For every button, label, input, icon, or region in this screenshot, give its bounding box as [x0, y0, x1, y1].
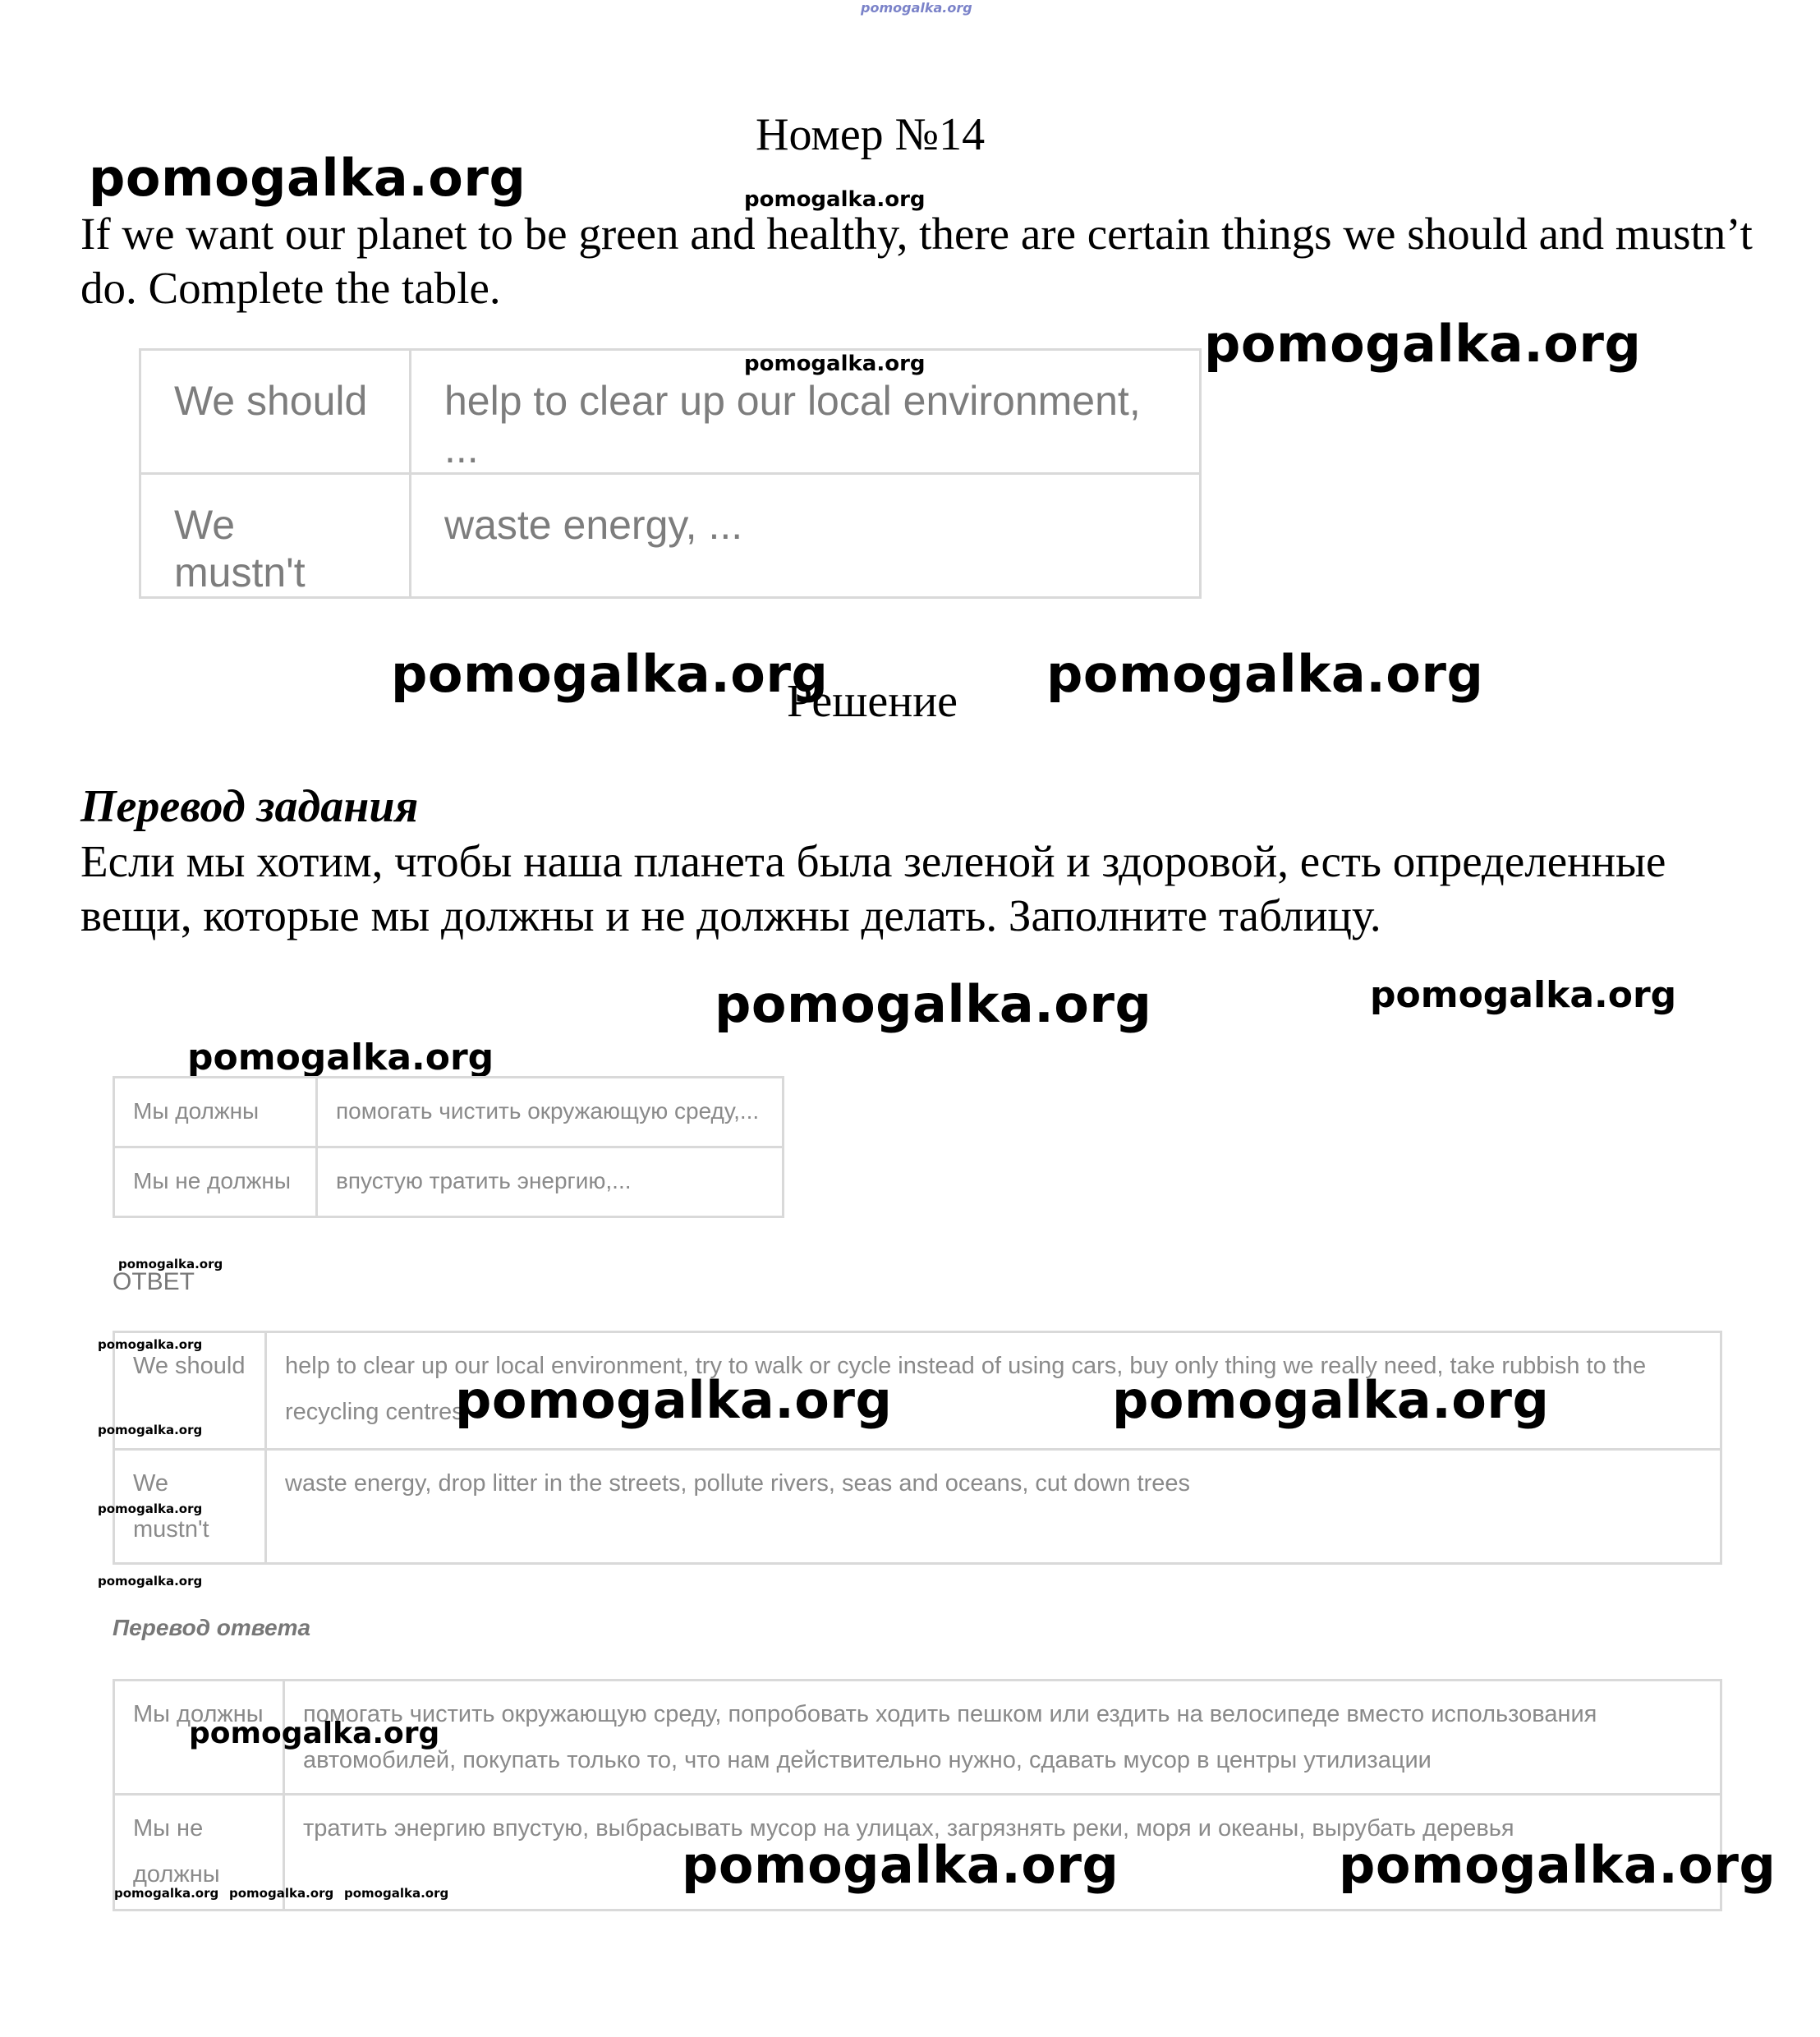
answer-translation-heading: Перевод ответа: [113, 1615, 311, 1640]
watermark: pomogalka.org: [391, 644, 829, 704]
watermark: pomogalka.org: [744, 352, 926, 376]
watermark: pomogalka.org: [98, 1337, 203, 1352]
watermark: pomogalka.org: [229, 1886, 334, 1901]
table-cell-label: We mustn't: [114, 1450, 266, 1564]
watermark: pomogalka.org: [98, 1423, 203, 1437]
watermark: pomogalka.org: [118, 1257, 223, 1271]
watermark: pomogalka.org: [715, 974, 1152, 1034]
table-cell-label: Мы должны: [114, 1078, 317, 1147]
table-cell-value: помогать чистить окружающую среду, попробовать ходить пешком или ездить на велосипеде вместо использования автомобилей, покупать только то, что нам действительно нужно, сдавать мусор в центры утилизации: [284, 1681, 1721, 1795]
table-cell-value: help to clear up our local environment, try to walk or cycle instead of using cars, buy only thing we really need, take rubbish to the recycling centres: [266, 1332, 1721, 1450]
task-text: If we want our planet to be green and healthy, there are certain things we should and mustn’t do. Complete the table.: [80, 209, 1753, 313]
table-cell-label: Мы не должны: [114, 1795, 284, 1911]
watermark: pomogalka.org: [682, 1835, 1119, 1895]
watermark: pomogalka.org: [1112, 1370, 1550, 1430]
watermark: pomogalka.org: [1046, 644, 1484, 704]
table-cell-value: тратить энергию впустую, выбрасывать мусор на улицах, загрязнять реки, моря и океаны, вырубать деревья: [284, 1795, 1721, 1911]
table-row: [114, 1078, 784, 1147]
task-table: [139, 348, 1202, 599]
page-title: Номер №14: [756, 109, 986, 160]
table-row: [114, 1147, 784, 1217]
watermark: pomogalka.org: [344, 1886, 449, 1901]
table-cell-label: We mustn't: [140, 474, 411, 598]
watermark: pomogalka.org: [114, 1886, 219, 1901]
translation-text: Если мы хотим, чтобы наша планета была зеленой и здоровой, есть определенные вещи, которые мы должны и не должны делать. Заполните таблицу.: [80, 836, 1666, 940]
table-cell-value: help to clear up our local environment, ...: [411, 350, 1201, 474]
watermark: pomogalka.org: [744, 187, 926, 212]
answer-heading: ОТВЕТ: [113, 1268, 195, 1295]
watermark: pomogalka.org: [455, 1370, 893, 1430]
table-row: [114, 1450, 1721, 1564]
table-cell-value: впустую тратить энергию,...: [317, 1147, 784, 1217]
table-cell-label: Мы не должны: [114, 1147, 317, 1217]
translation-heading: Перевод задания: [80, 781, 419, 832]
watermark: pomogalka.org: [187, 1037, 494, 1078]
watermark: pomogalka.org: [98, 1501, 203, 1516]
header-watermark: pomogalka.org: [861, 0, 972, 16]
table-cell-value: waste energy, drop litter in the streets, pollute rivers, seas and oceans, cut down trees: [266, 1450, 1721, 1564]
watermark: pomogalka.org: [189, 1717, 440, 1750]
table-cell-value: помогать чистить окружающую среду,...: [317, 1078, 784, 1147]
watermark: pomogalka.org: [1339, 1835, 1776, 1895]
table-cell-label: We should: [140, 350, 411, 474]
table-row: [140, 350, 1201, 474]
watermark: pomogalka.org: [1204, 314, 1642, 374]
answer-table: [113, 1331, 1722, 1565]
watermark: pomogalka.org: [98, 1574, 203, 1589]
table-row: [140, 474, 1201, 598]
watermark: pomogalka.org: [89, 148, 526, 208]
table-cell-value: waste energy, ...: [411, 474, 1201, 598]
solution-heading: Решение: [787, 676, 958, 727]
table-cell-label: Мы должны: [114, 1681, 284, 1795]
watermark: pomogalka.org: [1370, 974, 1677, 1016]
table-cell-label: We should: [114, 1332, 266, 1450]
translation-table: [113, 1076, 784, 1218]
